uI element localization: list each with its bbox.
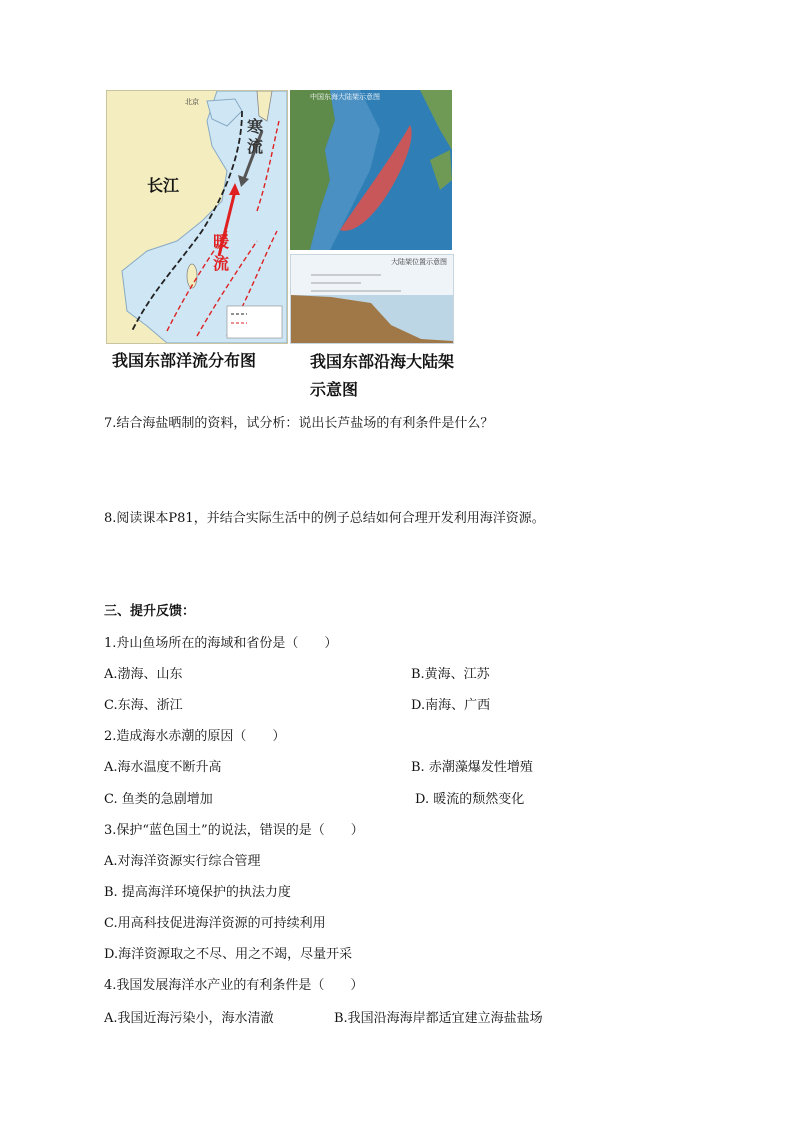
left-map-caption: 我国东部洋流分布图	[112, 351, 257, 370]
q2-option-d: D. 暖流的颓然变化	[415, 792, 525, 807]
q1-option-a: A.渤海、山东	[104, 667, 183, 682]
ocean-current-map	[106, 90, 288, 344]
q2-option-c: C. 鱼类的急剧增加	[104, 792, 213, 807]
question-7: 7.结合海盐晒制的资料，试分析：说出长芦盐场的有利条件是什么？	[104, 416, 494, 431]
q1-option-d: D.南海、广西	[411, 698, 491, 713]
q1-stem: 1.舟山鱼场所在的海域和省份是（ ）	[104, 636, 338, 651]
shelf-map-title: 中国东海大陆架示意图	[310, 93, 380, 101]
right-map-caption-text: 我国东部沿海大陆架示意图	[310, 352, 455, 399]
warm-current-label: 暖流	[213, 232, 230, 273]
profile-title: 大陆架位置示意图	[391, 258, 447, 266]
q1-option-b: B.黄海、江苏	[411, 667, 490, 682]
q2-option-b: B. 赤潮藻爆发性增殖	[411, 760, 533, 775]
q3-option-c: C.用高科技促进海洋资源的可持续利用	[104, 916, 326, 931]
right-map-caption	[310, 348, 460, 404]
question-8: 8.阅读课本P81，并结合实际生活中的例子总结如何合理开发利用海洋资源。	[104, 511, 545, 526]
q2-stem: 2.造成海水赤潮的原因（ ）	[104, 729, 286, 744]
q4-stem: 4.我国发展海洋水产业的有利条件是（ ）	[104, 978, 364, 993]
q3-option-d: D.海洋资源取之不尽、用之不竭，尽量开采	[104, 947, 353, 962]
q3-stem: 3.保护“蓝色国土”的说法，错误的是（ ）	[104, 823, 364, 838]
shelf-profile-drawing	[291, 255, 453, 343]
q1-option-c: C.东海、浙江	[104, 698, 183, 713]
q2-option-a: A.海水温度不断升高	[104, 760, 222, 775]
q4-option-b: B.我国沿海海岸都适宜建立海盐盐场	[334, 1011, 543, 1026]
q3-option-b: B. 提高海洋环境保护的执法力度	[104, 885, 291, 900]
section-3-heading: 三、提升反馈：	[104, 604, 196, 619]
continental-shelf-drawing	[290, 90, 452, 250]
beijing-label: 北京	[185, 98, 199, 106]
cold-current-label: 寒流	[247, 117, 264, 156]
figure-ocean-maps	[106, 90, 455, 400]
changjiang-label: 长江	[147, 176, 180, 195]
shelf-profile-diagram	[290, 254, 454, 344]
continental-shelf-map	[290, 90, 452, 250]
q3-option-a: A.对海洋资源实行综合管理	[104, 854, 261, 869]
q4-option-a: A.我国近海污染小，海水清澈	[104, 1011, 274, 1026]
